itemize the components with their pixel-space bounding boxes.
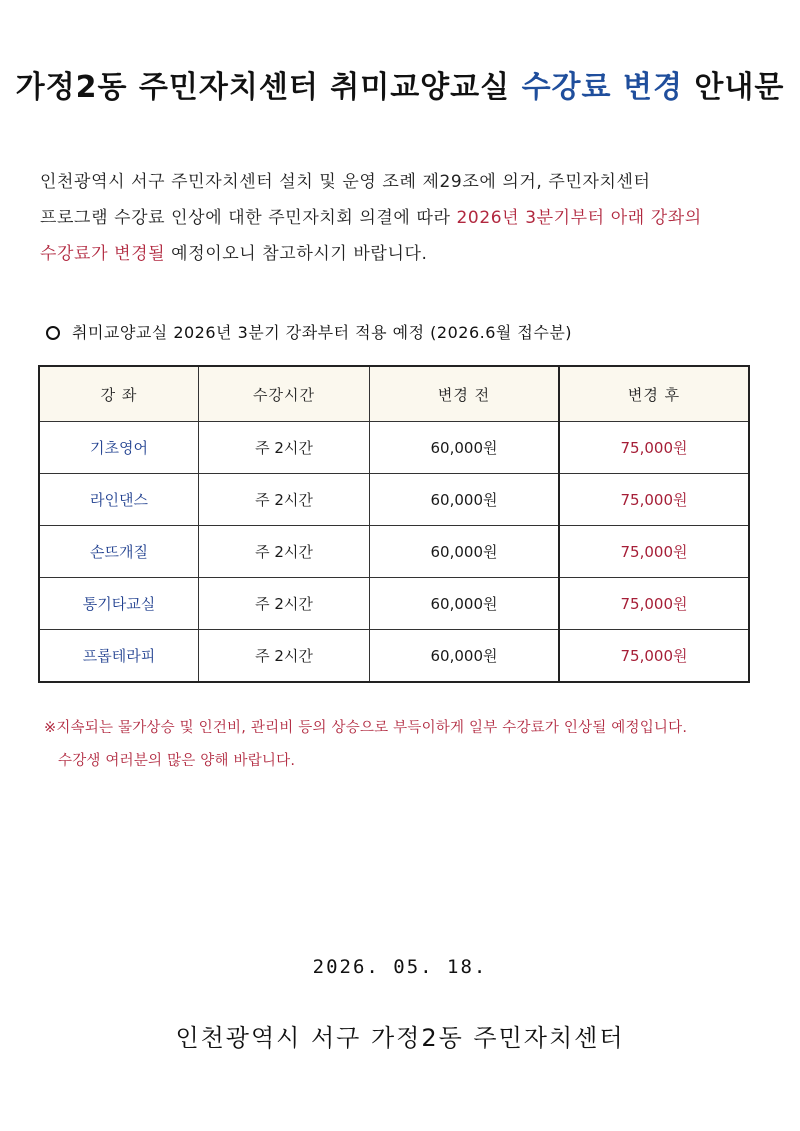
intro-line-1: 인천광역시 서구 주민자치센터 설치 및 운영 조례 제29조에 의거, 주민자치센터 [40,172,651,192]
fee-after: 75,000원 [559,526,749,578]
intro-paragraph [40,164,765,272]
fee-after: 75,000원 [559,474,749,526]
table-row [39,422,749,474]
fee-after: 75,000원 [559,630,749,683]
header-time: 수강시간 [199,366,370,422]
table-row [39,526,749,578]
notice-note [44,712,774,778]
fee-after: 75,000원 [559,422,749,474]
fee-before: 60,000원 [370,630,560,683]
course-time: 주 2시간 [199,578,370,630]
course-time: 주 2시간 [199,630,370,683]
fee-before: 60,000원 [370,578,560,630]
circle-bullet-icon [46,326,60,340]
title-highlight: 수강료 변경 [521,70,683,105]
table-header-row [39,366,749,422]
course-name: 라인댄스 [39,474,199,526]
intro-line-3-red: 수강료가 변경될 [40,244,166,264]
issuer-name: 인천광역시 서구 가정2동 주민자치센터 [175,1024,625,1052]
fee-table [38,365,750,683]
course-name: 프롭테라피 [39,630,199,683]
header-before: 변경 전 [370,366,560,422]
header-after: 변경 후 [559,366,749,422]
course-time: 주 2시간 [199,422,370,474]
intro-line-2-plain: 프로그램 수강료 인상에 대한 주민자치회 의결에 따라 [40,208,457,228]
table-row [39,630,749,683]
fee-before: 60,000원 [370,474,560,526]
course-time: 주 2시간 [199,526,370,578]
table-row [39,578,749,630]
course-name: 손뜨개질 [39,526,199,578]
course-name: 기초영어 [39,422,199,474]
course-name: 통기타교실 [39,578,199,630]
document-date: 2026. 05. 18. [312,956,488,978]
course-time: 주 2시간 [199,474,370,526]
title-part2: 안내문 [682,70,785,105]
page-title [0,62,800,106]
table-subheading [46,320,766,343]
note-line-1: ※지속되는 물가상승 및 인건비, 관리비 등의 상승으로 부득이하게 일부 수강료가 인상될 예정입니다. [44,720,688,736]
intro-line-2-red: 2026년 3분기부터 아래 강좌의 [456,208,702,228]
intro-line-3 [40,236,765,272]
fee-before: 60,000원 [370,526,560,578]
table-row [39,474,749,526]
title-part1: 가정2동 주민자치센터 취미교양교실 [15,70,522,105]
fee-before: 60,000원 [370,422,560,474]
note-line-2: 수강생 여러분의 많은 양해 바랍니다. [58,753,296,769]
intro-line-3-plain: 예정이오니 참고하시기 바랍니다. [165,244,428,264]
intro-line-2 [40,200,765,236]
subheading-text: 취미교양교실 2026년 3분기 강좌부터 적용 예정 (2026.6월 접수분) [72,323,573,342]
fee-after: 75,000원 [559,578,749,630]
header-course: 강 좌 [39,366,199,422]
